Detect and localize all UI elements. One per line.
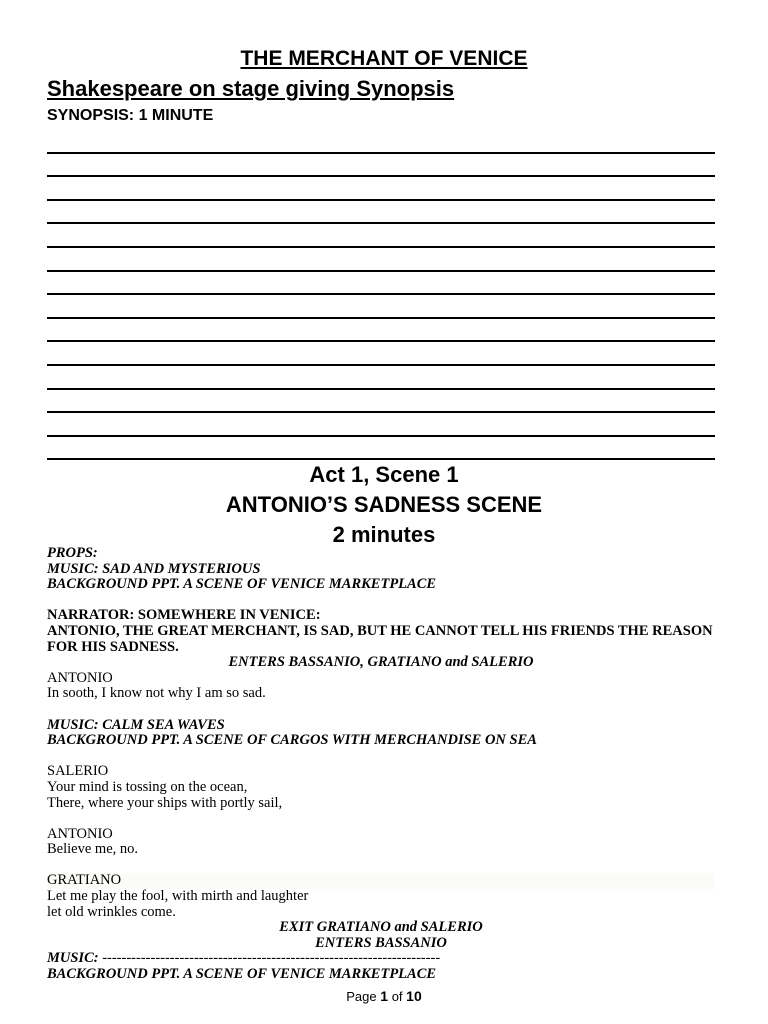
background-cue: BACKGROUND PPT. A SCENE OF VENICE MARKETPLACE (47, 576, 437, 593)
of-word: of (391, 989, 403, 1004)
scene-duration: 2 minutes (332, 522, 436, 547)
writing-line (47, 319, 715, 343)
act-scene-title: Act 1, Scene 1 (309, 462, 459, 487)
page-number: 1 (380, 988, 389, 1004)
dialogue-line: Your mind is tossing on the ocean, (47, 778, 248, 795)
narrator-text: ANTONIO, THE GREAT MERCHANT, IS SAD, BUT HE CANNOT TELL HIS FRIENDS THE REASON FOR HIS SADNESS. (47, 622, 713, 655)
writing-line (47, 177, 715, 201)
writing-line (47, 366, 715, 390)
speaker-name: SALERIO (47, 763, 109, 780)
speaker-name: GRATIANO (47, 873, 715, 889)
stage-direction: EXIT GRATIANO and SALERIO (279, 919, 483, 936)
props-label: PROPS: (47, 545, 98, 561)
writing-line (47, 437, 715, 461)
music-cue: MUSIC: CALM SEA WAVES (47, 716, 225, 733)
dialogue-line: let old wrinkles come. (47, 903, 176, 920)
writing-line (47, 295, 715, 319)
dialogue-line: Believe me, no. (47, 841, 139, 858)
script-body (47, 546, 715, 983)
writing-line (47, 390, 715, 414)
dialogue-line: In sooth, I know not why I am so sad. (47, 685, 266, 702)
writing-line (47, 224, 715, 248)
writing-line (47, 201, 715, 225)
writing-line (47, 130, 715, 154)
scene-name: ANTONIO’S SADNESS SCENE (225, 492, 543, 517)
background-cue: BACKGROUND PPT. A SCENE OF VENICE MARKETPLACE (47, 966, 437, 983)
page-word: Page (346, 989, 377, 1004)
writing-line (47, 272, 715, 296)
speaker-name: ANTONIO (47, 825, 113, 842)
dialogue-line: There, where your ships with portly sail, (47, 794, 283, 811)
synopsis-label: SYNOPSIS: 1 MINUTE (47, 107, 214, 124)
music-cue-label: MUSIC: (47, 950, 99, 967)
page-total: 10 (406, 988, 422, 1004)
document-title: THE MERCHANT OF VENICE (240, 47, 528, 70)
dialogue-line: Let me play the fool, with mirth and laughter (47, 888, 309, 905)
writing-line (47, 342, 715, 366)
music-cue-blank: ---------------------------------------------------------------------- (98, 950, 441, 967)
stage-direction: ENTERS BASSANIO, GRATIANO and SALERIO (228, 654, 534, 671)
background-cue: BACKGROUND PPT. A SCENE OF CARGOS WITH MERCHANDISE ON SEA (47, 732, 537, 749)
narrator-label: NARRATOR: SOMEWHERE IN VENICE: (47, 607, 321, 624)
synopsis-writing-lines (47, 130, 715, 460)
writing-line (47, 413, 715, 437)
stage-direction: ENTERS BASSANIO (315, 934, 447, 951)
page-footer (0, 988, 768, 1004)
writing-line (47, 154, 715, 178)
writing-line (47, 248, 715, 272)
speaker-name: ANTONIO (47, 669, 113, 686)
music-cue: MUSIC: SAD AND MYSTERIOUS (47, 560, 261, 577)
scene-heading (0, 460, 768, 550)
music-cue (47, 951, 715, 967)
document-subtitle: Shakespeare on stage giving Synopsis (47, 76, 455, 101)
